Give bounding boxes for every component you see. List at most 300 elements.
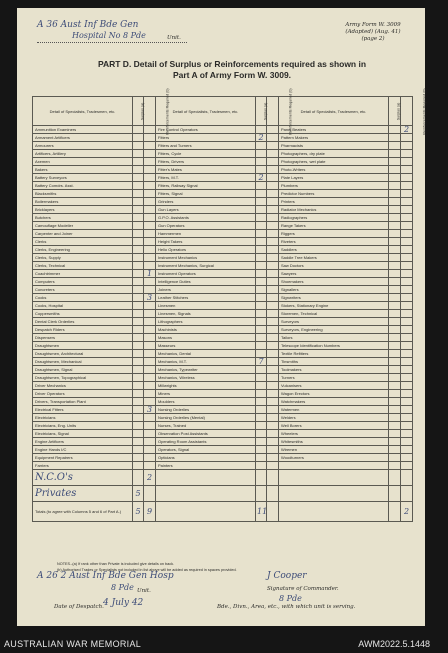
surplus-cell	[256, 206, 267, 214]
surplus-cell	[133, 262, 144, 270]
reinf-cell	[267, 302, 279, 310]
reinf-cell	[144, 318, 156, 326]
trade-cell: Fire Control Operators	[156, 126, 256, 134]
trade-cell: Tinsmiths	[279, 358, 389, 366]
reinf-cell	[144, 334, 156, 342]
trade-cell: Operators, Signal	[156, 446, 256, 454]
surplus-cell	[256, 262, 267, 270]
trade-cell: Boilermakers	[33, 198, 133, 206]
surplus-cell	[133, 422, 144, 430]
reinf-cell	[401, 150, 413, 158]
trade-cell: Despatch Riders	[33, 326, 133, 334]
surplus-cell	[389, 350, 401, 358]
trade-cell: Sawyers	[279, 270, 389, 278]
surplus-cell	[389, 358, 401, 366]
surplus-cell	[389, 278, 401, 286]
surplus-cell	[389, 374, 401, 382]
reinf-cell	[401, 166, 413, 174]
reinf-cell	[144, 342, 156, 350]
total-reinf-2	[267, 502, 279, 522]
trade-cell: Coppersmiths	[33, 310, 133, 318]
unit-dotted-line	[37, 42, 187, 43]
trade-cell: Opticians	[156, 454, 256, 462]
reinf-cell	[401, 422, 413, 430]
trade-cell: Draughtsmen, Mechanical	[33, 358, 133, 366]
specialists-table	[32, 88, 427, 522]
trade-cell: Surveyors, Engineering	[279, 326, 389, 334]
reinf-cell	[144, 350, 156, 358]
trade-cell: Wagon Erectors	[279, 390, 389, 398]
trade-cell: Plate Layers	[279, 174, 389, 182]
table-row	[33, 222, 413, 230]
trade-cell: Clerks	[33, 238, 133, 246]
table-row	[33, 342, 413, 350]
surplus-cell: 2	[256, 174, 267, 182]
trade-cell: Pattern Makers	[279, 134, 389, 142]
reinf-cell	[401, 366, 413, 374]
trade-cell: Mechanics, M.T.	[156, 358, 256, 366]
surplus-cell	[256, 246, 267, 254]
surplus-cell	[389, 206, 401, 214]
trade-cell: Masseurs	[156, 342, 256, 350]
reinf-cell	[401, 454, 413, 462]
total-reinf-1: 9	[144, 502, 156, 522]
surplus-cell	[133, 438, 144, 446]
trade-cell: Printers	[279, 198, 389, 206]
trade-cell: Artificers, Artillery	[33, 150, 133, 158]
trade-cell: Panel Beaters	[279, 126, 389, 134]
empty-cell	[156, 470, 256, 486]
surplus-cell	[133, 414, 144, 422]
reinf-cell	[401, 190, 413, 198]
surplus-cell	[133, 270, 144, 278]
reinf-cell	[401, 326, 413, 334]
surplus-cell	[256, 278, 267, 286]
trade-cell: N.C.O's	[33, 470, 133, 486]
reinf-cell	[144, 382, 156, 390]
surplus-cell	[389, 430, 401, 438]
trade-cell: Nursing Orderlies	[156, 406, 256, 414]
reinf-cell	[401, 438, 413, 446]
total-surplus-1: 5	[133, 502, 144, 522]
trade-cell: Equipment Repairers	[33, 454, 133, 462]
trade-cell: Riveters	[279, 238, 389, 246]
reinf-cell	[144, 366, 156, 374]
surplus-cell	[256, 150, 267, 158]
reinf-cell	[144, 230, 156, 238]
trade-cell: Coachtrimmer	[33, 270, 133, 278]
reinf-cell	[401, 158, 413, 166]
trade-cell: Mechanics, Wireless	[156, 374, 256, 382]
reinf-cell	[401, 462, 413, 470]
table-row	[33, 398, 413, 406]
surplus-cell	[133, 398, 144, 406]
surplus-cell	[256, 366, 267, 374]
notes-line1: NOTES.-(a) If rank other than Private is included give details on back.	[57, 562, 175, 566]
surplus-cell	[133, 222, 144, 230]
trade-cell: Painters	[156, 462, 256, 470]
surplus-cell	[389, 294, 401, 302]
table-header-row	[33, 97, 413, 126]
surplus-cell	[133, 374, 144, 382]
table-row	[33, 254, 413, 262]
surplus-cell	[389, 190, 401, 198]
reinf-cell	[267, 334, 279, 342]
reinf-cell	[267, 318, 279, 326]
trade-cell: Tailors	[279, 334, 389, 342]
surplus-cell	[389, 270, 401, 278]
reinf-cell	[267, 222, 279, 230]
trade-cell: Linesmen	[156, 302, 256, 310]
surplus-cell	[256, 382, 267, 390]
surplus-cell	[389, 454, 401, 462]
total-surplus-2: 11	[256, 502, 267, 522]
reinf-cell	[401, 262, 413, 270]
trade-cell: Photographers, wet plate	[279, 158, 389, 166]
surplus-cell	[389, 462, 401, 470]
form-page	[17, 8, 425, 626]
surplus-cell	[256, 414, 267, 422]
trade-cell: G.P.O. Assistants	[156, 214, 256, 222]
surplus-cell	[389, 318, 401, 326]
reinf-cell	[144, 166, 156, 174]
trade-cell: Draughtsmen, Topographical	[33, 374, 133, 382]
trade-cell: Telescope Identification Numbers	[279, 342, 389, 350]
surplus-cell	[389, 214, 401, 222]
trade-cell: Welders	[279, 414, 389, 422]
surplus-cell	[133, 342, 144, 350]
surplus-cell	[389, 174, 401, 182]
col-header-trade: Detail of Specialists, Tradesmen, etc.	[156, 97, 256, 126]
reinf-cell: 2	[401, 126, 413, 134]
reinf-cell	[144, 254, 156, 262]
empty-cell	[279, 470, 389, 486]
table-row	[33, 294, 413, 302]
reinf-cell	[144, 462, 156, 470]
trade-cell: Photo-Writers	[279, 166, 389, 174]
reinf-cell	[267, 430, 279, 438]
table-row	[33, 374, 413, 382]
surplus-cell	[133, 238, 144, 246]
reinf-cell	[401, 142, 413, 150]
reinf-cell	[267, 214, 279, 222]
table-row	[33, 182, 413, 190]
form-reference	[333, 22, 413, 43]
table-row	[33, 126, 413, 134]
reinf-cell	[401, 406, 413, 414]
caption-accession: AWM2022.5.1448	[358, 639, 430, 649]
table-row	[33, 334, 413, 342]
surplus-cell	[133, 126, 144, 134]
surplus-cell	[133, 390, 144, 398]
table-row	[33, 214, 413, 222]
trade-cell: Mechanics, Dental	[156, 350, 256, 358]
surplus-cell	[389, 142, 401, 150]
trade-cell: Driver Operators	[33, 390, 133, 398]
surplus-cell	[389, 246, 401, 254]
reinf-cell	[267, 390, 279, 398]
reinf-cell: 3	[144, 294, 156, 302]
reinf-cell	[144, 374, 156, 382]
table-row	[33, 278, 413, 286]
reinf-cell	[401, 302, 413, 310]
trade-cell: Axemen	[33, 158, 133, 166]
trade-cell: Millwrights	[156, 382, 256, 390]
surplus-cell	[256, 214, 267, 222]
trade-cell: Linesmen, Signals	[156, 310, 256, 318]
surplus-cell	[133, 190, 144, 198]
trade-cell: Dental Clerk Orderlies	[33, 318, 133, 326]
surplus-cell	[133, 318, 144, 326]
trade-cell: Wiremen	[279, 446, 389, 454]
trade-cell: Vulcanisers	[279, 382, 389, 390]
surplus-cell	[389, 286, 401, 294]
empty-cell	[156, 502, 256, 522]
trade-cell: Nursing Orderlies (Mental)	[156, 414, 256, 422]
trade-cell: Leather Stitchers	[156, 294, 256, 302]
surplus-cell	[389, 326, 401, 334]
trade-cell: Storemen, Technical	[279, 310, 389, 318]
reinf-cell	[267, 414, 279, 422]
reinf-cell	[401, 390, 413, 398]
reinf-cell	[144, 278, 156, 286]
surplus-cell	[256, 398, 267, 406]
surplus-cell	[389, 238, 401, 246]
surplus-cell	[133, 470, 144, 486]
table-row	[33, 318, 413, 326]
table-row	[33, 310, 413, 318]
surplus-cell	[133, 294, 144, 302]
surplus-cell	[256, 254, 267, 262]
surplus-cell: 2	[256, 134, 267, 142]
reinf-cell	[144, 326, 156, 334]
table-row	[33, 158, 413, 166]
caption-bar	[0, 636, 440, 653]
table-row	[33, 150, 413, 158]
reinf-cell: 2	[144, 470, 156, 486]
table-row	[33, 390, 413, 398]
reinf-cell	[267, 382, 279, 390]
trade-cell: Saw Doctors	[279, 262, 389, 270]
trade-cell: Mechanics, Typewriter	[156, 366, 256, 374]
table-row	[33, 238, 413, 246]
unit-handwriting: A 36 Aust Inf Bde Gen	[37, 20, 139, 30]
reinf-cell	[267, 182, 279, 190]
trade-cell: Range Takers	[279, 222, 389, 230]
trade-cell: Gun Operators	[156, 222, 256, 230]
reinf-cell	[267, 190, 279, 198]
surplus-cell	[256, 374, 267, 382]
trade-cell: Computers	[33, 278, 133, 286]
totals-label: Totals (to agree with Columns 5 and 6 of Part A.)	[33, 502, 133, 522]
surplus-cell	[256, 326, 267, 334]
trade-cell: Draughtsmen, Signal	[33, 366, 133, 374]
form-ref-line1: Army Form W. 3009	[345, 22, 401, 28]
reinf-cell	[267, 246, 279, 254]
trade-cell: Turners	[279, 374, 389, 382]
surplus-cell	[256, 406, 267, 414]
reinf-cell	[401, 398, 413, 406]
trade-cell: Fitters, Drivers	[156, 158, 256, 166]
empty-cell	[267, 470, 279, 486]
reinf-cell	[144, 310, 156, 318]
trade-cell: Battery Comdrs. Asst.	[33, 182, 133, 190]
reinf-cell	[144, 222, 156, 230]
surplus-cell	[133, 230, 144, 238]
table-row	[33, 198, 413, 206]
table-row	[33, 166, 413, 174]
reinf-cell	[144, 174, 156, 182]
reinf-cell	[144, 422, 156, 430]
trade-cell: Lithographers	[156, 318, 256, 326]
form-ref-line3: (page 2)	[361, 36, 385, 42]
empty-cell	[389, 486, 401, 502]
reinf-cell	[267, 254, 279, 262]
surplus-cell	[256, 190, 267, 198]
surplus-cell	[389, 446, 401, 454]
table-body	[33, 126, 413, 522]
table-row	[33, 206, 413, 214]
trade-cell: Clerks, Technical	[33, 262, 133, 270]
trade-cell: Blacksmiths	[33, 190, 133, 198]
trade-cell: Armourers	[33, 142, 133, 150]
reinf-cell	[144, 302, 156, 310]
trade-cell: Bakers	[33, 166, 133, 174]
trade-cell: Fitters, Signal	[156, 190, 256, 198]
title-line2: Part A of Army Form W. 3009.	[172, 70, 292, 80]
trade-cell: Fitter's Mates	[156, 166, 256, 174]
surplus-cell	[256, 270, 267, 278]
title-line1: PART D. Detail of Surplus or Reinforcements required as shown in	[97, 59, 367, 69]
surplus-cell	[133, 366, 144, 374]
surplus-cell	[389, 254, 401, 262]
reinf-cell	[144, 358, 156, 366]
reinf-cell	[401, 446, 413, 454]
reinf-cell	[401, 414, 413, 422]
trade-cell: Camouflage Modeller	[33, 222, 133, 230]
total-surplus-3	[389, 502, 401, 522]
trade-cell: Nurses, Trained	[156, 422, 256, 430]
table-row	[33, 462, 413, 470]
reinf-cell	[401, 342, 413, 350]
reinf-cell	[401, 310, 413, 318]
trade-cell: Clerks, Supply	[33, 254, 133, 262]
reinf-cell	[144, 158, 156, 166]
surplus-cell	[133, 358, 144, 366]
footer-unit-label: Unit.	[137, 588, 151, 594]
table-row	[33, 358, 413, 366]
reinf-cell	[267, 270, 279, 278]
reinf-cell	[144, 238, 156, 246]
trade-cell: Engine Artificers	[33, 438, 133, 446]
reinf-cell	[144, 142, 156, 150]
surplus-cell	[389, 438, 401, 446]
stamp-handwriting: 8 Pde	[279, 594, 302, 603]
trade-cell: Hammermen	[156, 230, 256, 238]
trade-cell: Electrical Fitters	[33, 406, 133, 414]
reinf-cell	[267, 174, 279, 182]
trade-cell: Electricians, Signal	[33, 430, 133, 438]
table-row	[33, 262, 413, 270]
reinf-cell	[267, 462, 279, 470]
surplus-cell	[256, 142, 267, 150]
reinf-cell	[267, 262, 279, 270]
empty-cell	[401, 486, 413, 502]
reinf-cell	[144, 430, 156, 438]
surplus-cell	[133, 198, 144, 206]
trade-cell: Draughtsmen	[33, 342, 133, 350]
table-row	[33, 270, 413, 278]
reinf-cell	[401, 382, 413, 390]
surplus-cell	[133, 430, 144, 438]
trade-cell: Cooks, Hospital	[33, 302, 133, 310]
surplus-cell	[389, 398, 401, 406]
trade-cell: Instrument Mechanics, Surgical	[156, 262, 256, 270]
surplus-cell	[256, 438, 267, 446]
trade-cell: Gun Layers	[156, 206, 256, 214]
reinf-cell	[144, 190, 156, 198]
surplus-cell	[133, 246, 144, 254]
reinf-cell	[267, 238, 279, 246]
reinf-cell	[401, 134, 413, 142]
trade-cell: Riggers	[279, 230, 389, 238]
surplus-cell	[133, 406, 144, 414]
notes-line2: (b) Authorised Trades or Specialists not included in list above will be added as required in spaces provided.	[57, 567, 237, 572]
surplus-cell	[389, 342, 401, 350]
table-row	[33, 286, 413, 294]
surplus-cell	[133, 286, 144, 294]
despatch-label: Date of Despatch.	[54, 604, 104, 610]
surplus-cell	[389, 198, 401, 206]
reinf-cell	[267, 366, 279, 374]
surplus-cell	[256, 198, 267, 206]
surplus-cell	[256, 454, 267, 462]
empty-cell	[279, 502, 389, 522]
table-row	[33, 134, 413, 142]
col-header-reinf: Reinforcements Required (b)	[144, 97, 156, 126]
surplus-cell	[256, 302, 267, 310]
surplus-cell	[133, 446, 144, 454]
trade-cell: Intelligence Duties	[156, 278, 256, 286]
surplus-cell	[389, 150, 401, 158]
surplus-cell	[389, 302, 401, 310]
reinf-cell	[267, 310, 279, 318]
reinf-cell	[144, 486, 156, 502]
reinf-cell	[401, 238, 413, 246]
col-header-trade: Detail of Specialists, Tradesmen, etc.	[33, 97, 133, 126]
surplus-cell	[256, 462, 267, 470]
reinf-cell	[401, 174, 413, 182]
reinf-cell	[401, 374, 413, 382]
reinf-cell	[144, 214, 156, 222]
table-row	[33, 454, 413, 462]
surplus-cell	[389, 262, 401, 270]
surplus-cell	[133, 310, 144, 318]
trade-cell: Watchmakers	[279, 398, 389, 406]
trade-cell: Fitters, M.T.	[156, 174, 256, 182]
reinf-cell	[267, 150, 279, 158]
table-row	[33, 174, 413, 182]
surplus-cell	[133, 158, 144, 166]
reinf-cell	[144, 206, 156, 214]
trade-cell: Fitters, Cycle	[156, 150, 256, 158]
surplus-cell	[256, 310, 267, 318]
trade-cell: Concreters	[33, 286, 133, 294]
surplus-cell: 7	[256, 358, 267, 366]
handwritten-row	[33, 470, 413, 486]
reinf-cell	[267, 398, 279, 406]
trade-cell: Fitters and Turners	[156, 142, 256, 150]
